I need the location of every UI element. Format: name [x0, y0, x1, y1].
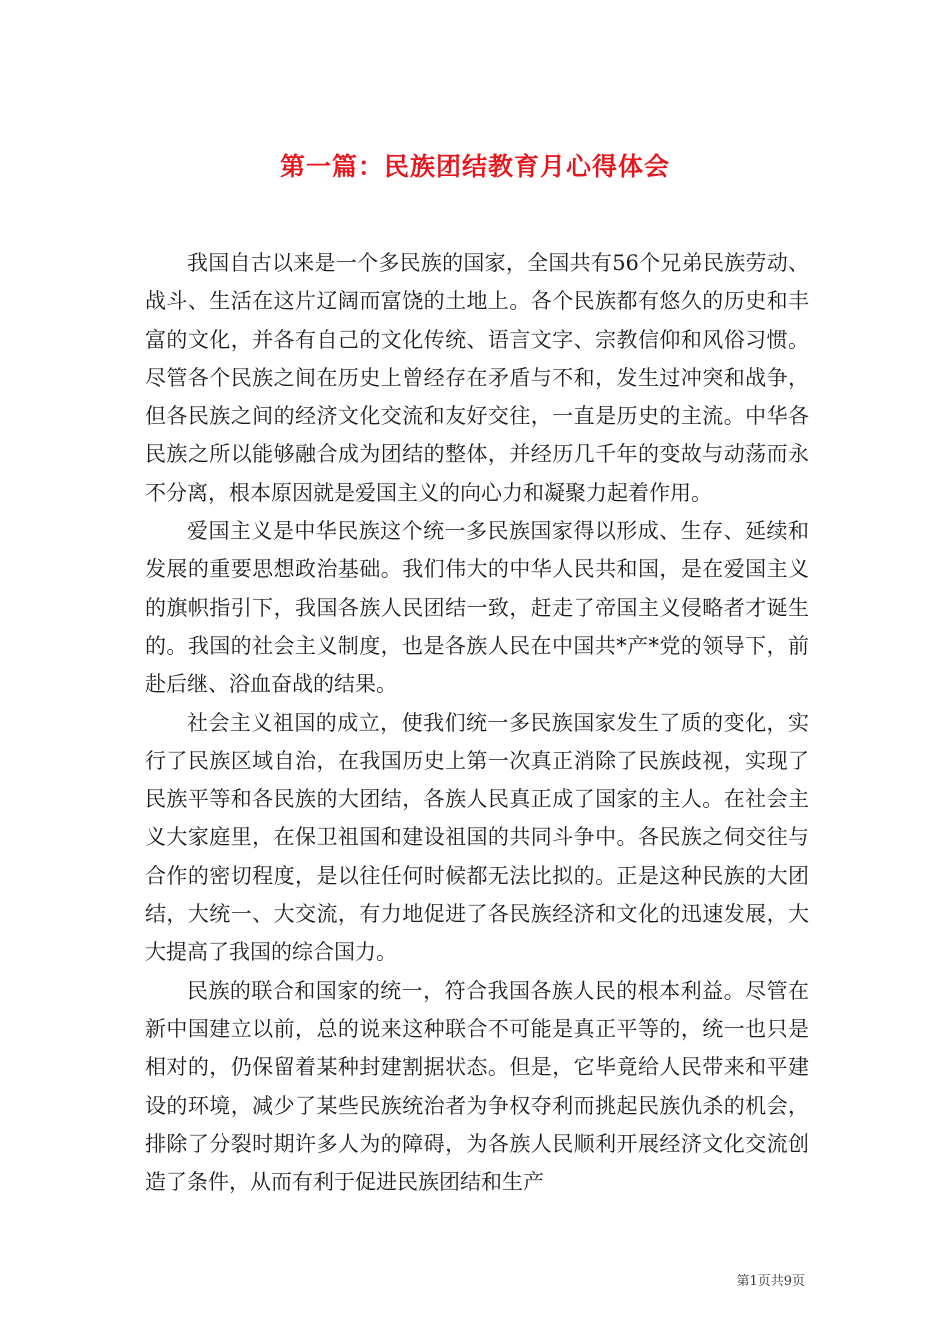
page-title: 第一篇：民族团结教育月心得体会 — [279, 151, 670, 181]
paragraph-3: 社会主义祖国的成立，使我们统一多民族国家发生了质的变化，实行了民族区域自治，在我国历史上第一次真正消除了民族歧视，实现了民族平等和各民族的大团结，各族人民真正成了国家的主人。在社会主义大家庭里，在保卫祖国和建设祖国的共同斗争中。各民族之伺交往与合作的密切程度，是以往任何时候都无法比拟的。正是这种民族的大团结，大统一、大交流，有力地促进了各民族经济和文化的迅速发展，大大提高了我国的综合国力。 — [145, 710, 809, 965]
paragraph-2: 爱国主义是中华民族这个统一多民族国家得以形成、生存、延续和发展的重要思想政治基础。我们伟大的中华人民共和国，是在爱国主义的旗帜指引下，我国各族人民团结一致，赶走了帝国主义侵略者才诞生的。我国的社会主义制度，也是各族人民在中国共*产*党的领导下，前赴后继、浴血奋战的结果。 — [145, 519, 809, 697]
document-body — [145, 244, 809, 1201]
page-number-footer: 第1页共9页 — [736, 1274, 805, 1289]
paragraph-1: 我国自古以来是一个多民族的国家，全国共有56个兄弟民族劳动、战斗、生活在这片辽阔而富饶的土地上。各个民族都有悠久的历史和丰富的文化，并各有自己的文化传统、语言文字、宗教信仰和风俗习惯。尽管各个民族之间在历史上曾经存在矛盾与不和，发生过冲突和战争，但各民族之间的经济文化交流和友好交往，一直是历史的主流。中华各民族之所以能够融合成为团结的整体，并经历几千年的变故与动荡而永不分离，根本原因就是爱国主义的向心力和凝聚力起着作用。 — [145, 251, 809, 505]
paragraph-4: 民族的联合和国家的统一，符合我国各族人民的根本利益。尽管在新中国建立以前，总的说来这种联合不可能是真正平等的，统一也只是相对的，仍保留着某种封建割据状态。但是，它毕竟给人民带来和平建设的环境，减少了某些民族统治者为争权夺利而挑起民族仇杀的机会，排除了分裂时期许多人为的障碍，为各族人民顺利开展经济文化交流创造了条件，从而有利于促进民族团结和生产 — [145, 978, 809, 1195]
